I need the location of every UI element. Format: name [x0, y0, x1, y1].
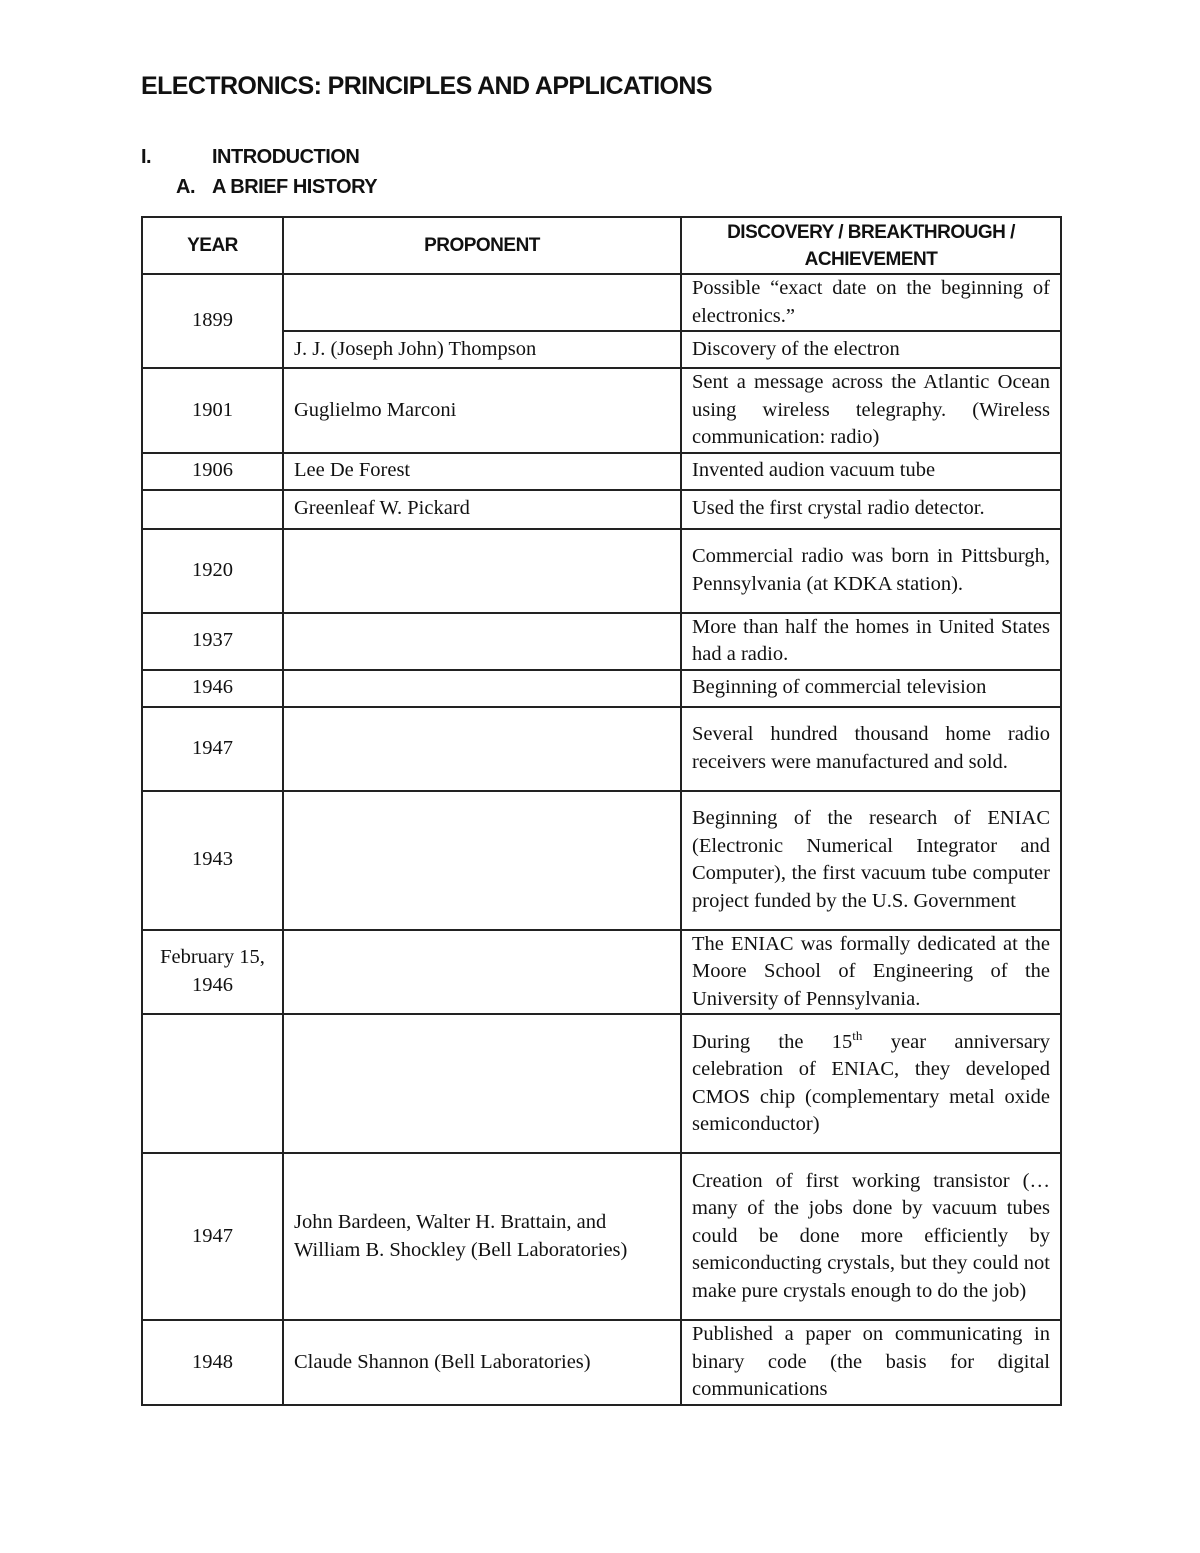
- discovery-cell: Beginning of the research of ENIAC (Electronic Numerical Integrator and Computer), the first vacuum tube computer project funded by the U.S. Government: [681, 791, 1061, 930]
- table-row: [142, 791, 1061, 930]
- table-row: [142, 529, 1061, 613]
- discovery-cell: Discovery of the electron: [681, 331, 1061, 368]
- discovery-cell: More than half the homes in United States had a radio.: [681, 613, 1061, 670]
- table-row: [142, 707, 1061, 791]
- header-year: YEAR: [142, 217, 283, 274]
- proponent-cell: Guglielmo Marconi: [283, 368, 681, 453]
- proponent-cell: John Bardeen, Walter H. Brattain, and William B. Shockley (Bell Laboratories): [283, 1153, 681, 1320]
- discovery-cell: Beginning of commercial television: [681, 670, 1061, 707]
- discovery-cell: The ENIAC was formally dedicated at the Moore School of Engineering of the University of Pennsylvania.: [681, 930, 1061, 1015]
- year-cell: 1948: [142, 1320, 283, 1405]
- year-cell: 1947: [142, 707, 283, 791]
- header-discovery: DISCOVERY / BREAKTHROUGH / ACHIEVEMENT: [681, 217, 1061, 274]
- year-cell: 1899: [142, 274, 283, 368]
- subsection-title: A BRIEF HISTORY: [212, 176, 378, 198]
- discovery-cell: Creation of first working transistor (…many of the jobs done by vacuum tubes could be done more efficiently by semiconducting crystals, but they could not make pure crystals enough to do the job): [681, 1153, 1061, 1320]
- history-table: [141, 216, 1062, 1406]
- discovery-cell: [681, 1014, 1061, 1153]
- discovery-cell: Possible “exact date on the beginning of electronics.”: [681, 274, 1061, 331]
- table-row: [142, 1014, 1061, 1153]
- proponent-cell: [283, 930, 681, 1015]
- proponent-cell: [283, 670, 681, 707]
- year-cell: February 15, 1946: [142, 930, 283, 1015]
- subsection-letter: A.: [176, 176, 195, 198]
- year-cell: 1947: [142, 1153, 283, 1320]
- proponent-cell: [283, 791, 681, 930]
- header-proponent: PROPONENT: [283, 217, 681, 274]
- section-title: INTRODUCTION: [212, 146, 360, 168]
- discovery-cell: Used the first crystal radio detector.: [681, 490, 1061, 529]
- discovery-cell: Commercial radio was born in Pittsburgh, Pennsylvania (at KDKA station).: [681, 529, 1061, 613]
- proponent-cell: J. J. (Joseph John) Thompson: [283, 331, 681, 368]
- table-row: [142, 930, 1061, 1015]
- discovery-cell: Published a paper on communicating in binary code (the basis for digital communications: [681, 1320, 1061, 1405]
- proponent-cell: Claude Shannon (Bell Laboratories): [283, 1320, 681, 1405]
- table-row: [142, 1320, 1061, 1405]
- table-header-row: [142, 217, 1061, 274]
- proponent-cell: [283, 613, 681, 670]
- year-cell: 1943: [142, 791, 283, 930]
- discovery-cell: Invented audion vacuum tube: [681, 453, 1061, 490]
- table-row: [142, 368, 1061, 453]
- discovery-cell: Several hundred thousand home radio receivers were manufactured and sold.: [681, 707, 1061, 791]
- year-cell: 1901: [142, 368, 283, 453]
- year-cell: 1937: [142, 613, 283, 670]
- year-cell: 1946: [142, 670, 283, 707]
- discovery-cell: Sent a message across the Atlantic Ocean using wireless telegraphy. (Wireless communication: radio): [681, 368, 1061, 453]
- section-number: I.: [141, 146, 152, 168]
- discovery-text-end: year anniversary celebration of ENIAC, they developed CMOS chip (complementary metal oxide semiconductor): [692, 1030, 1050, 1135]
- year-cell: 1920: [142, 529, 283, 613]
- table-row: [142, 490, 1061, 529]
- year-cell: [142, 1014, 283, 1153]
- proponent-cell: Lee De Forest: [283, 453, 681, 490]
- table-row: [142, 670, 1061, 707]
- document-title: ELECTRONICS: PRINCIPLES AND APPLICATIONS: [141, 72, 712, 100]
- proponent-cell: [283, 274, 681, 331]
- proponent-cell: Greenleaf W. Pickard: [283, 490, 681, 529]
- proponent-cell: [283, 1014, 681, 1153]
- proponent-cell: [283, 529, 681, 613]
- proponent-cell: [283, 707, 681, 791]
- year-cell: 1906: [142, 453, 283, 490]
- discovery-text-start: During the 15: [692, 1030, 853, 1053]
- table-row: [142, 1153, 1061, 1320]
- ordinal-suffix: th: [852, 1027, 863, 1043]
- table-row: [142, 453, 1061, 490]
- table-row: [142, 613, 1061, 670]
- table-row: [142, 274, 1061, 331]
- year-cell: [142, 490, 283, 529]
